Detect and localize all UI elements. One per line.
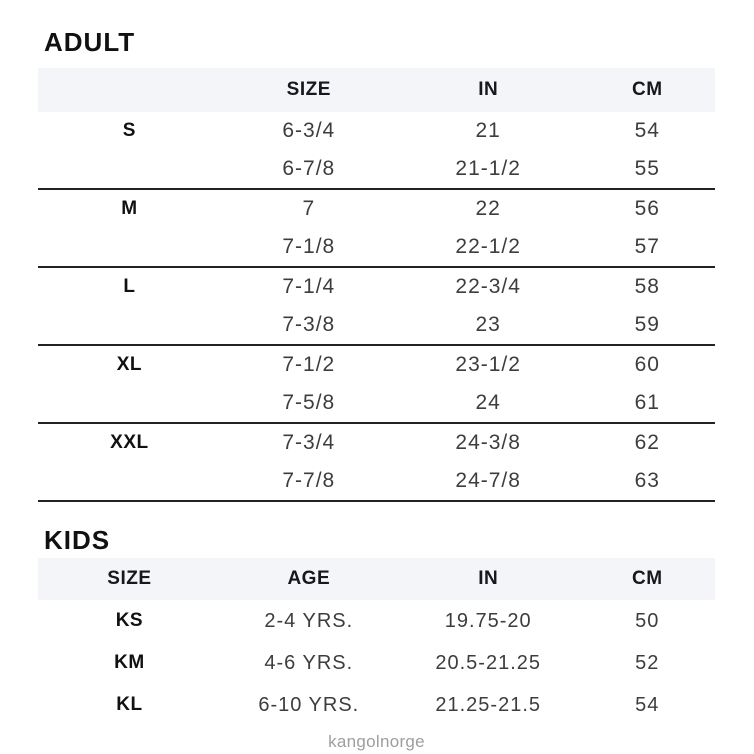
cell-in: 22-1/2 [455, 235, 521, 258]
kids-header-cm: CM [631, 568, 663, 589]
adult-size-table [38, 68, 715, 502]
cell-age: 4-6 YRS. [264, 651, 354, 674]
footer-brand: kangolnorge [328, 732, 425, 751]
adult-group-m [38, 190, 715, 268]
row-label: KS [115, 610, 144, 631]
cell-size: 6-7/8 [282, 157, 336, 180]
table-row [38, 268, 715, 306]
cell-cm: 54 [634, 119, 660, 142]
row-label: S [122, 120, 136, 141]
kids-header-age: AGE [287, 568, 331, 589]
cell-cm: 50 [635, 609, 660, 632]
table-row [38, 684, 715, 726]
cell-cm: 54 [635, 693, 660, 716]
cell-cm: 58 [634, 275, 660, 298]
cell-in: 21.25-21.5 [435, 693, 541, 716]
cell-size: 7-1/8 [282, 235, 336, 258]
table-row [38, 384, 715, 422]
cell-cm: 63 [634, 469, 660, 492]
row-label: L [123, 276, 136, 297]
cell-size: 7-7/8 [282, 469, 336, 492]
cell-cm: 56 [634, 197, 660, 220]
cell-in: 21-1/2 [455, 157, 521, 180]
cell-cm: 59 [634, 313, 660, 336]
cell-in: 24-3/8 [455, 431, 521, 454]
cell-age: 6-10 YRS. [258, 693, 360, 716]
cell-age: 2-4 YRS. [264, 609, 354, 632]
cell-size: 7-1/4 [282, 275, 336, 298]
cell-size: 7-1/2 [282, 353, 336, 376]
table-row [38, 112, 715, 150]
cell-in: 24 [475, 391, 501, 414]
adult-title: ADULT [44, 27, 136, 57]
cell-cm: 52 [635, 651, 660, 674]
adult-header-size: SIZE [286, 79, 331, 100]
cell-size: 7 [302, 197, 316, 220]
table-row [38, 462, 715, 500]
cell-in: 20.5-21.25 [435, 651, 541, 674]
cell-in: 22-3/4 [455, 275, 521, 298]
table-row [38, 306, 715, 344]
adult-group-xxl [38, 424, 715, 502]
table-row [38, 150, 715, 188]
adult-group-s [38, 112, 715, 190]
cell-cm: 55 [634, 157, 660, 180]
adult-section [38, 28, 715, 502]
cell-in: 23 [475, 313, 501, 336]
row-label: KM [114, 652, 145, 673]
table-row [38, 600, 715, 642]
cell-cm: 62 [634, 431, 660, 454]
adult-group-xl [38, 346, 715, 424]
cell-size: 6-3/4 [282, 119, 336, 142]
cell-size: 7-5/8 [282, 391, 336, 414]
kids-header-size: SIZE [107, 568, 152, 589]
row-label: M [121, 198, 138, 219]
cell-in: 24-7/8 [455, 469, 521, 492]
cell-in: 19.75-20 [444, 609, 532, 632]
cell-in: 22 [475, 197, 501, 220]
kids-title: KIDS [44, 525, 111, 555]
table-row [38, 424, 715, 462]
cell-size: 7-3/4 [282, 431, 336, 454]
cell-in: 21 [475, 119, 501, 142]
table-row [38, 228, 715, 266]
adult-table-header-row [38, 68, 715, 112]
row-label: XL [116, 354, 143, 375]
table-row [38, 642, 715, 684]
adult-header-in: IN [478, 79, 499, 100]
row-label: KL [116, 694, 143, 715]
row-label: XXL [110, 432, 149, 453]
cell-cm: 61 [634, 391, 660, 414]
cell-size: 7-3/8 [282, 313, 336, 336]
kids-header-in: IN [478, 568, 499, 589]
kids-size-table [38, 558, 715, 726]
cell-in: 23-1/2 [455, 353, 521, 376]
adult-group-l [38, 268, 715, 346]
cell-cm: 57 [634, 235, 660, 258]
adult-header-cm: CM [631, 79, 663, 100]
kids-table-header-row [38, 558, 715, 600]
cell-cm: 60 [634, 353, 660, 376]
kids-section [38, 526, 715, 726]
table-row [38, 346, 715, 384]
table-row [38, 190, 715, 228]
